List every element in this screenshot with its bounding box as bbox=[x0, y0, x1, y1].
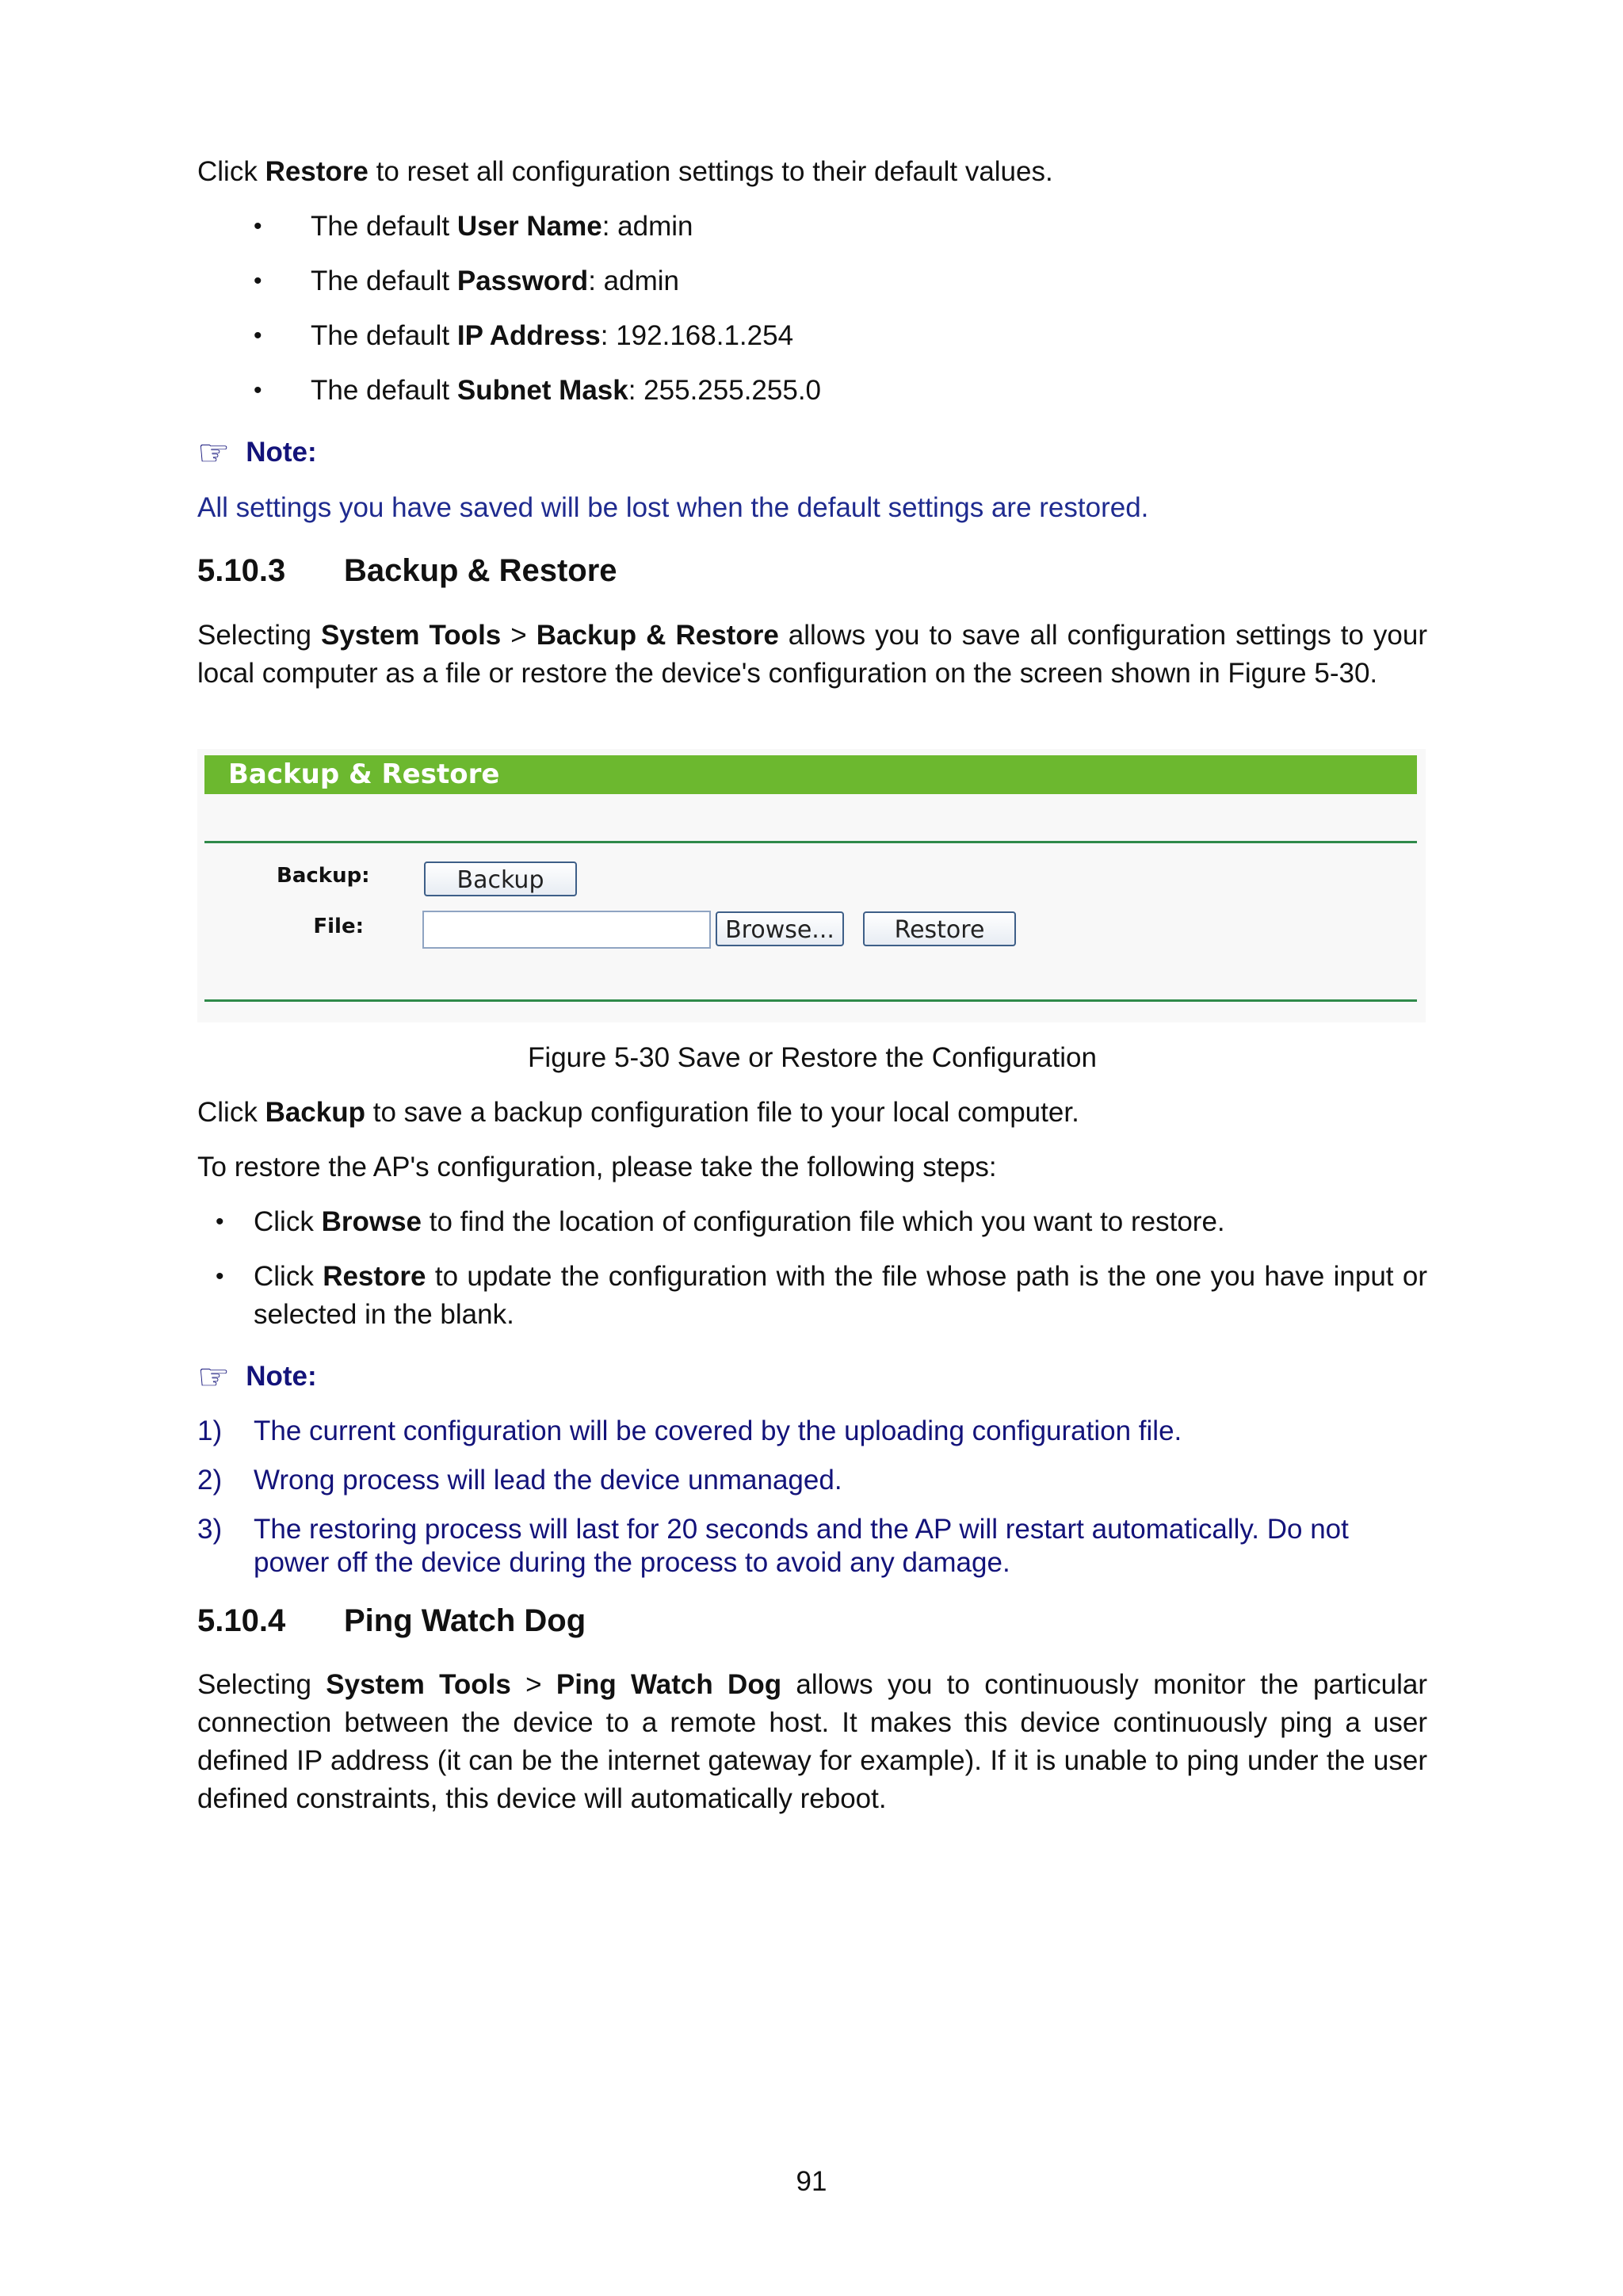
section-5-10-3-description: Selecting System Tools > Backup & Restore allows you to save all configuration settings to your local computer as a file or restore the device's configuration on the screen shown in Figure 5-30. bbox=[197, 620, 1428, 689]
bullet-icon: • bbox=[254, 268, 262, 294]
restore-step: • Click Restore to update the configuration with the file whose path is the one you have input or selected in the blank. bbox=[197, 1258, 1427, 1334]
bullet-icon: • bbox=[254, 213, 262, 239]
browse-button[interactable]: Browse... bbox=[716, 911, 844, 946]
note-item: 2) Wrong process will lead the device unmanaged. bbox=[197, 1465, 842, 1496]
note-heading: ☞ Note: bbox=[197, 1356, 317, 1397]
backup-restore-screenshot bbox=[197, 749, 1426, 1022]
section-heading-5-10-3: 5.10.3 Backup & Restore bbox=[197, 553, 617, 588]
default-item: • The default User Name: admin bbox=[254, 208, 693, 246]
backup-button[interactable]: Backup bbox=[424, 861, 577, 896]
default-item: • The default Password: admin bbox=[254, 262, 679, 300]
page-number: 91 bbox=[796, 2166, 827, 2197]
note-item: 3) The restoring process will last for 20 seconds and the AP will restart automatically. Do not power off the device during the process to avoid any damage. bbox=[197, 1514, 1349, 1578]
default-item: • The default IP Address: 192.168.1.254 bbox=[254, 317, 793, 355]
bullet-icon: • bbox=[216, 1209, 224, 1235]
figure-header-bar: Backup & Restore bbox=[204, 755, 1417, 794]
figure-divider-bottom bbox=[204, 999, 1417, 1002]
restore-step: • Click Browse to find the location of configuration file which you want to restore. bbox=[197, 1203, 1427, 1241]
file-label: File: bbox=[313, 915, 364, 938]
figure-caption: Figure 5-30 Save or Restore the Configuration bbox=[528, 1042, 1097, 1073]
figure-divider-top bbox=[204, 841, 1417, 843]
bullet-icon: • bbox=[216, 1263, 224, 1289]
pointing-hand-icon: ☞ bbox=[197, 432, 231, 473]
note-item: 1) The current configuration will be covered by the uploading configuration file. bbox=[197, 1415, 1182, 1446]
restore-button[interactable]: Restore bbox=[863, 911, 1016, 946]
backup-label: Backup: bbox=[277, 864, 370, 888]
restore-steps-intro: To restore the AP's configuration, please take the following steps: bbox=[197, 1152, 997, 1182]
bullet-icon: • bbox=[254, 377, 262, 403]
backup-instructions: Click Backup to save a backup configuration file to your local computer. bbox=[197, 1097, 1079, 1128]
note-heading: ☞ Note: bbox=[197, 432, 317, 473]
file-path-input[interactable] bbox=[422, 911, 711, 949]
restore-intro: Click Restore to reset all configuration settings to their default values. bbox=[197, 156, 1053, 187]
bullet-icon: • bbox=[254, 323, 262, 349]
section-5-10-4-description: Selecting System Tools > Ping Watch Dog allows you to continuously monitor the particular connection between the device to a remote host. It makes this device continuously ping a user defined IP address (it can be the internet gateway for example). If it is unable to ping under the user defined constraints, this device will automatically reboot. bbox=[197, 1669, 1428, 1814]
restore-term: Restore bbox=[265, 156, 369, 187]
note-text: All settings you have saved will be lost when the default settings are restored. bbox=[197, 492, 1149, 523]
pointing-hand-icon: ☞ bbox=[197, 1356, 231, 1397]
default-item: • The default Subnet Mask: 255.255.255.0 bbox=[254, 372, 821, 410]
section-heading-5-10-4: 5.10.4 Ping Watch Dog bbox=[197, 1603, 586, 1638]
